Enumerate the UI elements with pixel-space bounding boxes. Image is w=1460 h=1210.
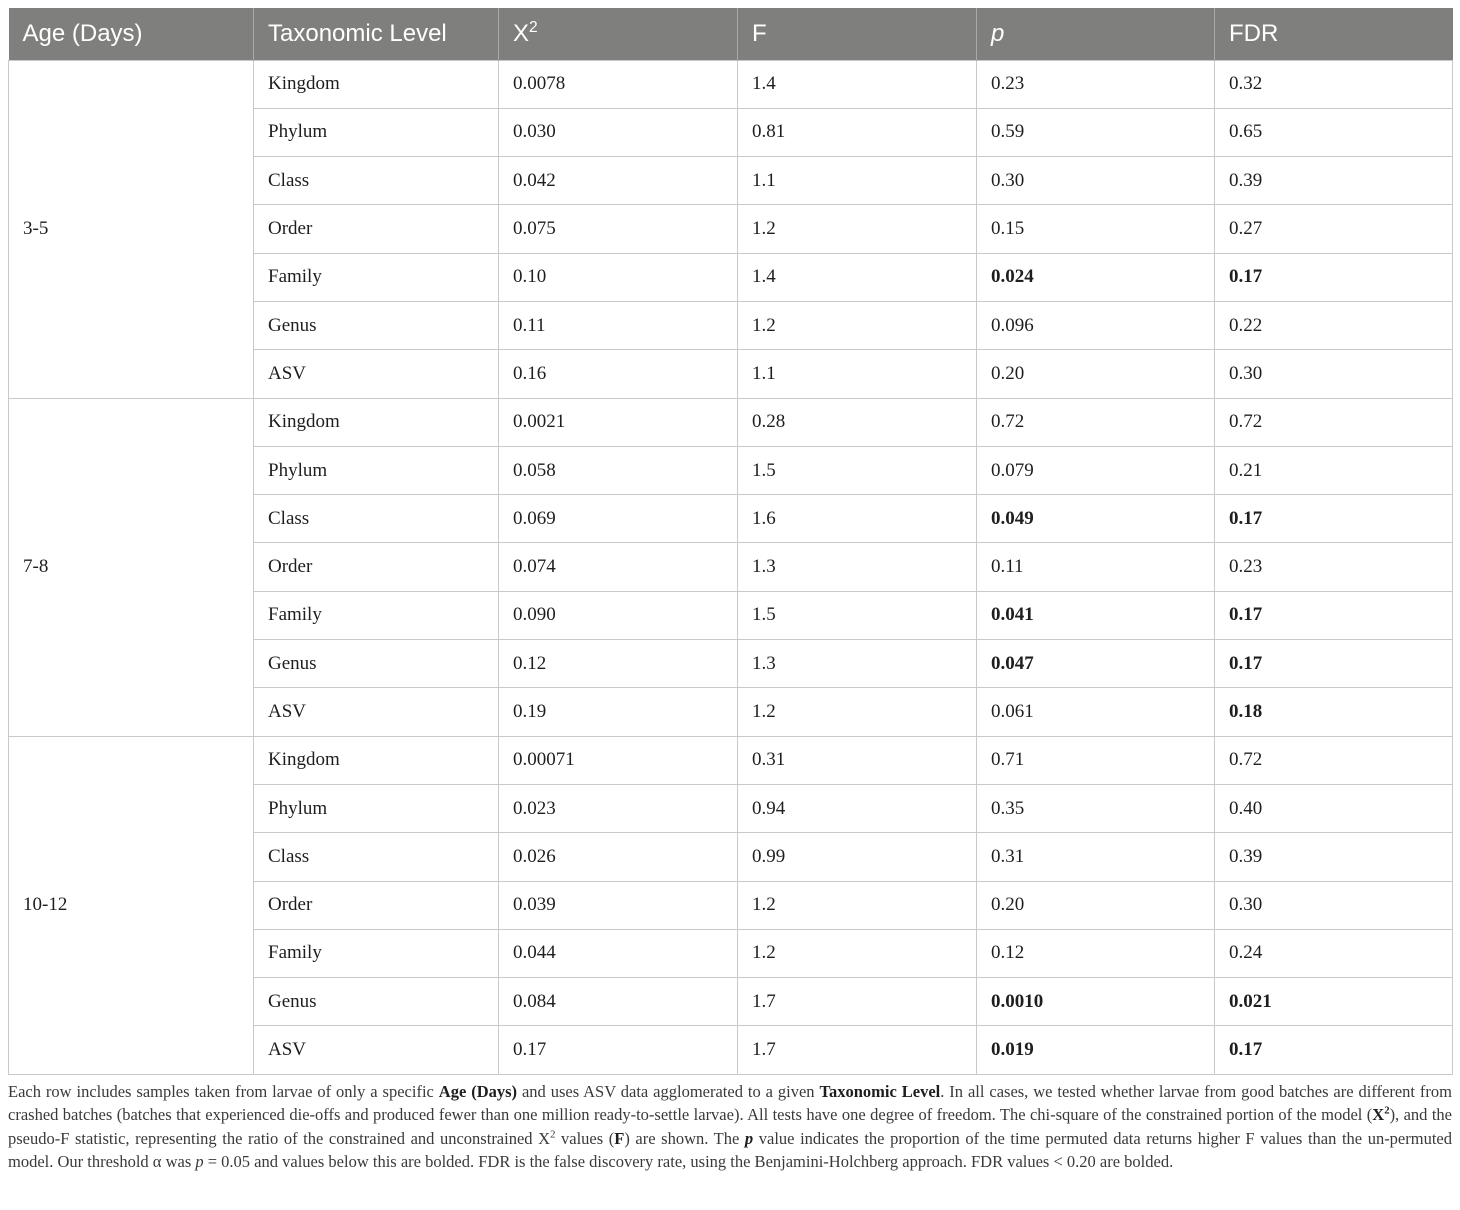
fdr-cell: 0.30 [1215, 881, 1453, 929]
p-value-cell: 0.061 [977, 688, 1215, 736]
p-value-cell: 0.71 [977, 736, 1215, 784]
p-value-cell: 0.024 [977, 253, 1215, 301]
taxonomic-level-cell: Kingdom [254, 398, 499, 446]
fdr-cell: 0.65 [1215, 108, 1453, 156]
fdr-cell: 0.24 [1215, 929, 1453, 977]
p-value-cell: 0.15 [977, 205, 1215, 253]
x2-cell: 0.044 [499, 929, 738, 977]
fdr-cell: 0.72 [1215, 398, 1453, 446]
header-age: Age (Days) [9, 8, 254, 60]
p-value-cell: 0.35 [977, 784, 1215, 832]
f-cell: 1.2 [738, 301, 977, 349]
header-x2-text: X [513, 19, 530, 47]
fdr-cell: 0.39 [1215, 833, 1453, 881]
fdr-cell: 0.18 [1215, 688, 1453, 736]
fdr-cell: 0.021 [1215, 978, 1453, 1026]
taxonomic-level-cell: Order [254, 205, 499, 253]
x2-cell: 0.069 [499, 495, 738, 543]
taxonomic-level-cell: Family [254, 591, 499, 639]
taxonomic-level-cell: Genus [254, 301, 499, 349]
f-cell: 1.3 [738, 543, 977, 591]
fdr-cell: 0.30 [1215, 350, 1453, 398]
x2-cell: 0.12 [499, 640, 738, 688]
fdr-cell: 0.32 [1215, 60, 1453, 108]
header-x2-superscript: 2 [529, 18, 538, 36]
caption-text-3: . In all cases, we tested whether larvae from good batches are different from crashed batches (batches that experienced die-offs and produced fewer than one million ready-to-settle larvae). All tests have one degree of freedom. The chi-square of the constrained portion of the model ( [8, 1082, 1452, 1125]
x2-cell: 0.10 [499, 253, 738, 301]
taxonomic-level-cell: Kingdom [254, 60, 499, 108]
caption-bold-age: Age (Days) [438, 1082, 518, 1101]
fdr-cell: 0.17 [1215, 495, 1453, 543]
taxonomic-level-cell: Class [254, 157, 499, 205]
taxonomic-level-cell: Class [254, 833, 499, 881]
p-value-cell: 0.096 [977, 301, 1215, 349]
caption-bold-x2-text: X [1372, 1105, 1385, 1125]
p-value-cell: 0.31 [977, 833, 1215, 881]
caption-bold-taxonomic-level: Taxonomic Level [819, 1082, 941, 1101]
f-cell: 1.5 [738, 591, 977, 639]
p-value-cell: 0.049 [977, 495, 1215, 543]
caption-text-7: value indicates the proportion of the time permuted data returns higher F values than the un-permuted model. Our threshold α was [8, 1128, 1452, 1172]
f-cell: 1.5 [738, 446, 977, 494]
f-cell: 1.2 [738, 929, 977, 977]
caption-italic-p: p [195, 1152, 204, 1172]
table-row [9, 736, 1453, 784]
age-group-cell: 7-8 [9, 398, 254, 736]
taxonomic-level-cell: ASV [254, 350, 499, 398]
caption-text-2: and uses ASV data agglomerated to a given [517, 1082, 820, 1101]
x2-cell: 0.026 [499, 833, 738, 881]
taxonomic-level-cell: ASV [254, 688, 499, 736]
caption-bold-italic-p-text: p [744, 1128, 754, 1148]
x2-cell: 0.090 [499, 591, 738, 639]
table-body [9, 60, 1453, 1074]
caption-text-6: ) are shown. The [624, 1128, 745, 1148]
p-value-cell: 0.20 [977, 881, 1215, 929]
p-value-cell: 0.041 [977, 591, 1215, 639]
fdr-cell: 0.40 [1215, 784, 1453, 832]
f-cell: 1.2 [738, 881, 977, 929]
x2-cell: 0.030 [499, 108, 738, 156]
caption-text-4: ), and the pseudo-F statistic, representing the ratio of the constrained and unconstrained X [8, 1105, 1452, 1148]
caption-bold-italic-p [745, 1129, 753, 1148]
taxonomic-level-cell: Genus [254, 978, 499, 1026]
x2-cell: 0.075 [499, 205, 738, 253]
f-cell: 1.6 [738, 495, 977, 543]
x2-cell: 0.074 [499, 543, 738, 591]
caption-bold-x2-superscript: 2 [1384, 1104, 1390, 1117]
f-cell: 1.7 [738, 978, 977, 1026]
table-row [9, 398, 1453, 446]
x2-cell: 0.11 [499, 301, 738, 349]
p-value-cell: 0.20 [977, 350, 1215, 398]
taxonomic-level-cell: Order [254, 543, 499, 591]
x2-cell: 0.0021 [499, 398, 738, 446]
fdr-cell: 0.23 [1215, 543, 1453, 591]
taxonomic-level-cell: Phylum [254, 446, 499, 494]
x2-cell: 0.0078 [499, 60, 738, 108]
fdr-cell: 0.21 [1215, 446, 1453, 494]
f-cell: 1.3 [738, 640, 977, 688]
header-taxonomic-level: Taxonomic Level [254, 8, 499, 60]
f-cell: 1.1 [738, 157, 977, 205]
p-value-cell: 0.12 [977, 929, 1215, 977]
table-row [9, 60, 1453, 108]
f-cell: 0.94 [738, 784, 977, 832]
table-header-row [9, 8, 1453, 60]
p-value-cell: 0.047 [977, 640, 1215, 688]
f-cell: 1.2 [738, 205, 977, 253]
f-cell: 0.81 [738, 108, 977, 156]
taxonomic-level-cell: Family [254, 929, 499, 977]
taxonomic-level-cell: Class [254, 495, 499, 543]
fdr-cell: 0.17 [1215, 640, 1453, 688]
taxonomic-level-cell: Order [254, 881, 499, 929]
fdr-cell: 0.17 [1215, 253, 1453, 301]
p-value-cell: 0.23 [977, 60, 1215, 108]
x2-cell: 0.16 [499, 350, 738, 398]
taxonomic-level-cell: Genus [254, 640, 499, 688]
f-cell: 1.4 [738, 253, 977, 301]
header-fdr: FDR [1229, 19, 1279, 47]
f-cell: 1.2 [738, 688, 977, 736]
caption-text-8: = 0.05 and values below this are bolded. FDR is the false discovery rate, using the Benjamini-Holchberg approach. FDR values < 0.20 are bolded. [203, 1152, 1174, 1172]
p-value-cell: 0.019 [977, 1026, 1215, 1074]
caption-bold-x2 [1372, 1105, 1389, 1124]
taxonomic-level-cell: Phylum [254, 108, 499, 156]
f-cell: 1.4 [738, 60, 977, 108]
taxonomic-level-cell: Family [254, 253, 499, 301]
f-cell: 1.7 [738, 1026, 977, 1074]
p-value-cell: 0.0010 [977, 978, 1215, 1026]
taxonomic-level-cell: Phylum [254, 784, 499, 832]
age-group-cell: 3-5 [9, 60, 254, 398]
f-cell: 0.28 [738, 398, 977, 446]
x2-cell: 0.039 [499, 881, 738, 929]
p-value-cell: 0.59 [977, 108, 1215, 156]
header-p: p [977, 8, 1215, 60]
fdr-cell: 0.72 [1215, 736, 1453, 784]
header-x2 [499, 8, 738, 60]
results-table-container [8, 8, 1452, 1075]
fdr-cell: 0.22 [1215, 301, 1453, 349]
x2-cell: 0.00071 [499, 736, 738, 784]
table-caption [8, 1080, 1452, 1174]
x2-cell: 0.058 [499, 446, 738, 494]
p-value-cell: 0.72 [977, 398, 1215, 446]
fdr-cell: 0.17 [1215, 591, 1453, 639]
caption-text-5: values ( [555, 1128, 615, 1148]
p-value-cell: 0.30 [977, 157, 1215, 205]
p-value-cell: 0.079 [977, 446, 1215, 494]
f-cell: 0.31 [738, 736, 977, 784]
fdr-cell: 0.17 [1215, 1026, 1453, 1074]
x2-cell: 0.042 [499, 157, 738, 205]
fdr-cell: 0.27 [1215, 205, 1453, 253]
f-cell: 1.1 [738, 350, 977, 398]
x2-cell: 0.023 [499, 784, 738, 832]
caption-text-1: Each row includes samples taken from larvae of only a specific [8, 1082, 439, 1101]
taxonomic-level-cell: ASV [254, 1026, 499, 1074]
p-value-cell: 0.11 [977, 543, 1215, 591]
x2-cell: 0.17 [499, 1026, 738, 1074]
header-f: F [738, 8, 977, 60]
taxonomic-level-cell: Kingdom [254, 736, 499, 784]
age-group-cell: 10-12 [9, 736, 254, 1074]
results-table [8, 8, 1453, 1075]
caption-bold-f: F [614, 1128, 625, 1148]
x2-cell: 0.084 [499, 978, 738, 1026]
x2-cell: 0.19 [499, 688, 738, 736]
f-cell: 0.99 [738, 833, 977, 881]
caption-x2-superscript: 2 [550, 1128, 556, 1141]
fdr-cell: 0.39 [1215, 157, 1453, 205]
